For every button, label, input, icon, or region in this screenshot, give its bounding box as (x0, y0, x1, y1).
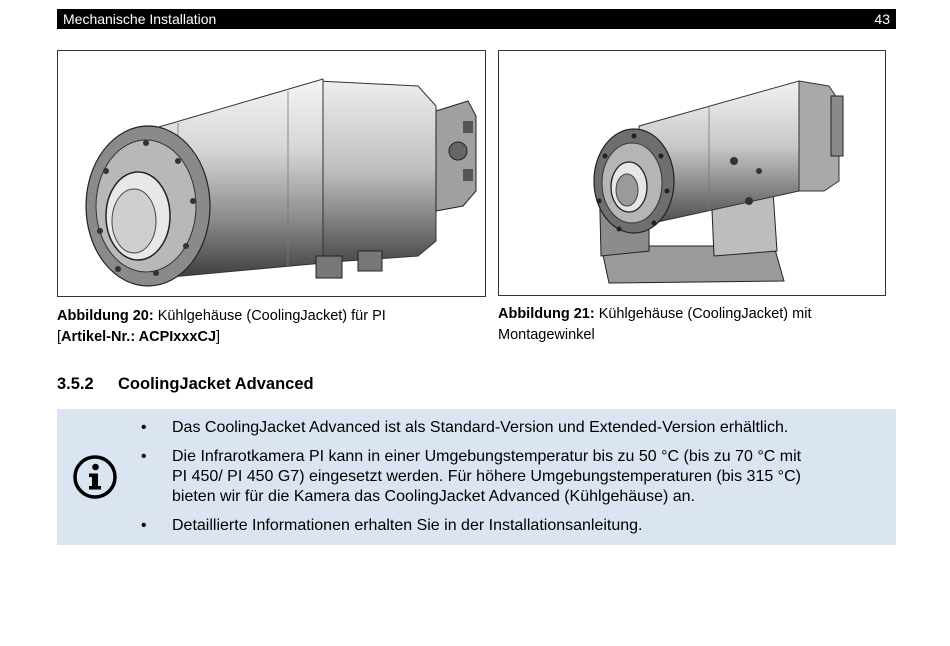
info-icon (72, 454, 118, 500)
note-list (138, 418, 858, 545)
bullet: • (141, 517, 147, 534)
note-item (138, 447, 858, 507)
cooling-jacket-illustration (58, 51, 485, 296)
page-header (57, 9, 896, 29)
caption-text: Kühlgehäuse (CoolingJacket) für PI (153, 308, 386, 324)
section-number: 3.5.2 (57, 375, 94, 393)
caption-label: Abbildung 21: (498, 306, 595, 322)
note-text: Detaillierte Informationen erhalten Sie in der Installationsanleitung. (172, 517, 643, 534)
caption-text: Kühlgehäuse (CoolingJacket) mit (594, 306, 812, 322)
figure-cooling-jacket (57, 50, 486, 297)
note-item (138, 516, 858, 536)
caption-label: Abbildung 20: (57, 308, 154, 324)
article-number: Artikel-Nr.: ACPIxxxCJ (61, 329, 217, 345)
cooling-jacket-bracket-illustration (499, 51, 885, 295)
section-title: CoolingJacket Advanced (118, 375, 314, 393)
figure-cooling-jacket-bracket (498, 50, 886, 296)
note-text-line: Die Infrarotkamera PI kann in einer Umgebungstemperatur bis zu 50 °C (bis zu 70 °C mit (172, 448, 802, 465)
info-note-box (57, 409, 896, 545)
note-text: Das CoolingJacket Advanced ist als Standard-Version und Extended-Version erhältlich. (172, 419, 789, 436)
note-item (138, 418, 858, 438)
figure-20-caption (57, 306, 477, 348)
bullet: • (141, 419, 147, 436)
caption-bracket-open: [ (57, 329, 62, 345)
chapter-title: Mechanische Installation (63, 11, 217, 27)
section-heading (57, 375, 314, 394)
note-text-line: PI 450/ PI 450 G7) eingesetzt werden. Für höhere Umgebungstemperaturen (bis 315 °C) (172, 468, 801, 485)
bullet: • (141, 448, 147, 465)
note-text-line: bieten wir für die Kamera das CoolingJacket Advanced (Kühlgehäuse) an. (172, 488, 695, 505)
page-number: 43 (874, 11, 890, 27)
figure-21-caption (498, 304, 888, 346)
caption-text-line2: Montagewinkel (498, 327, 595, 343)
caption-bracket-close: ] (216, 329, 221, 345)
